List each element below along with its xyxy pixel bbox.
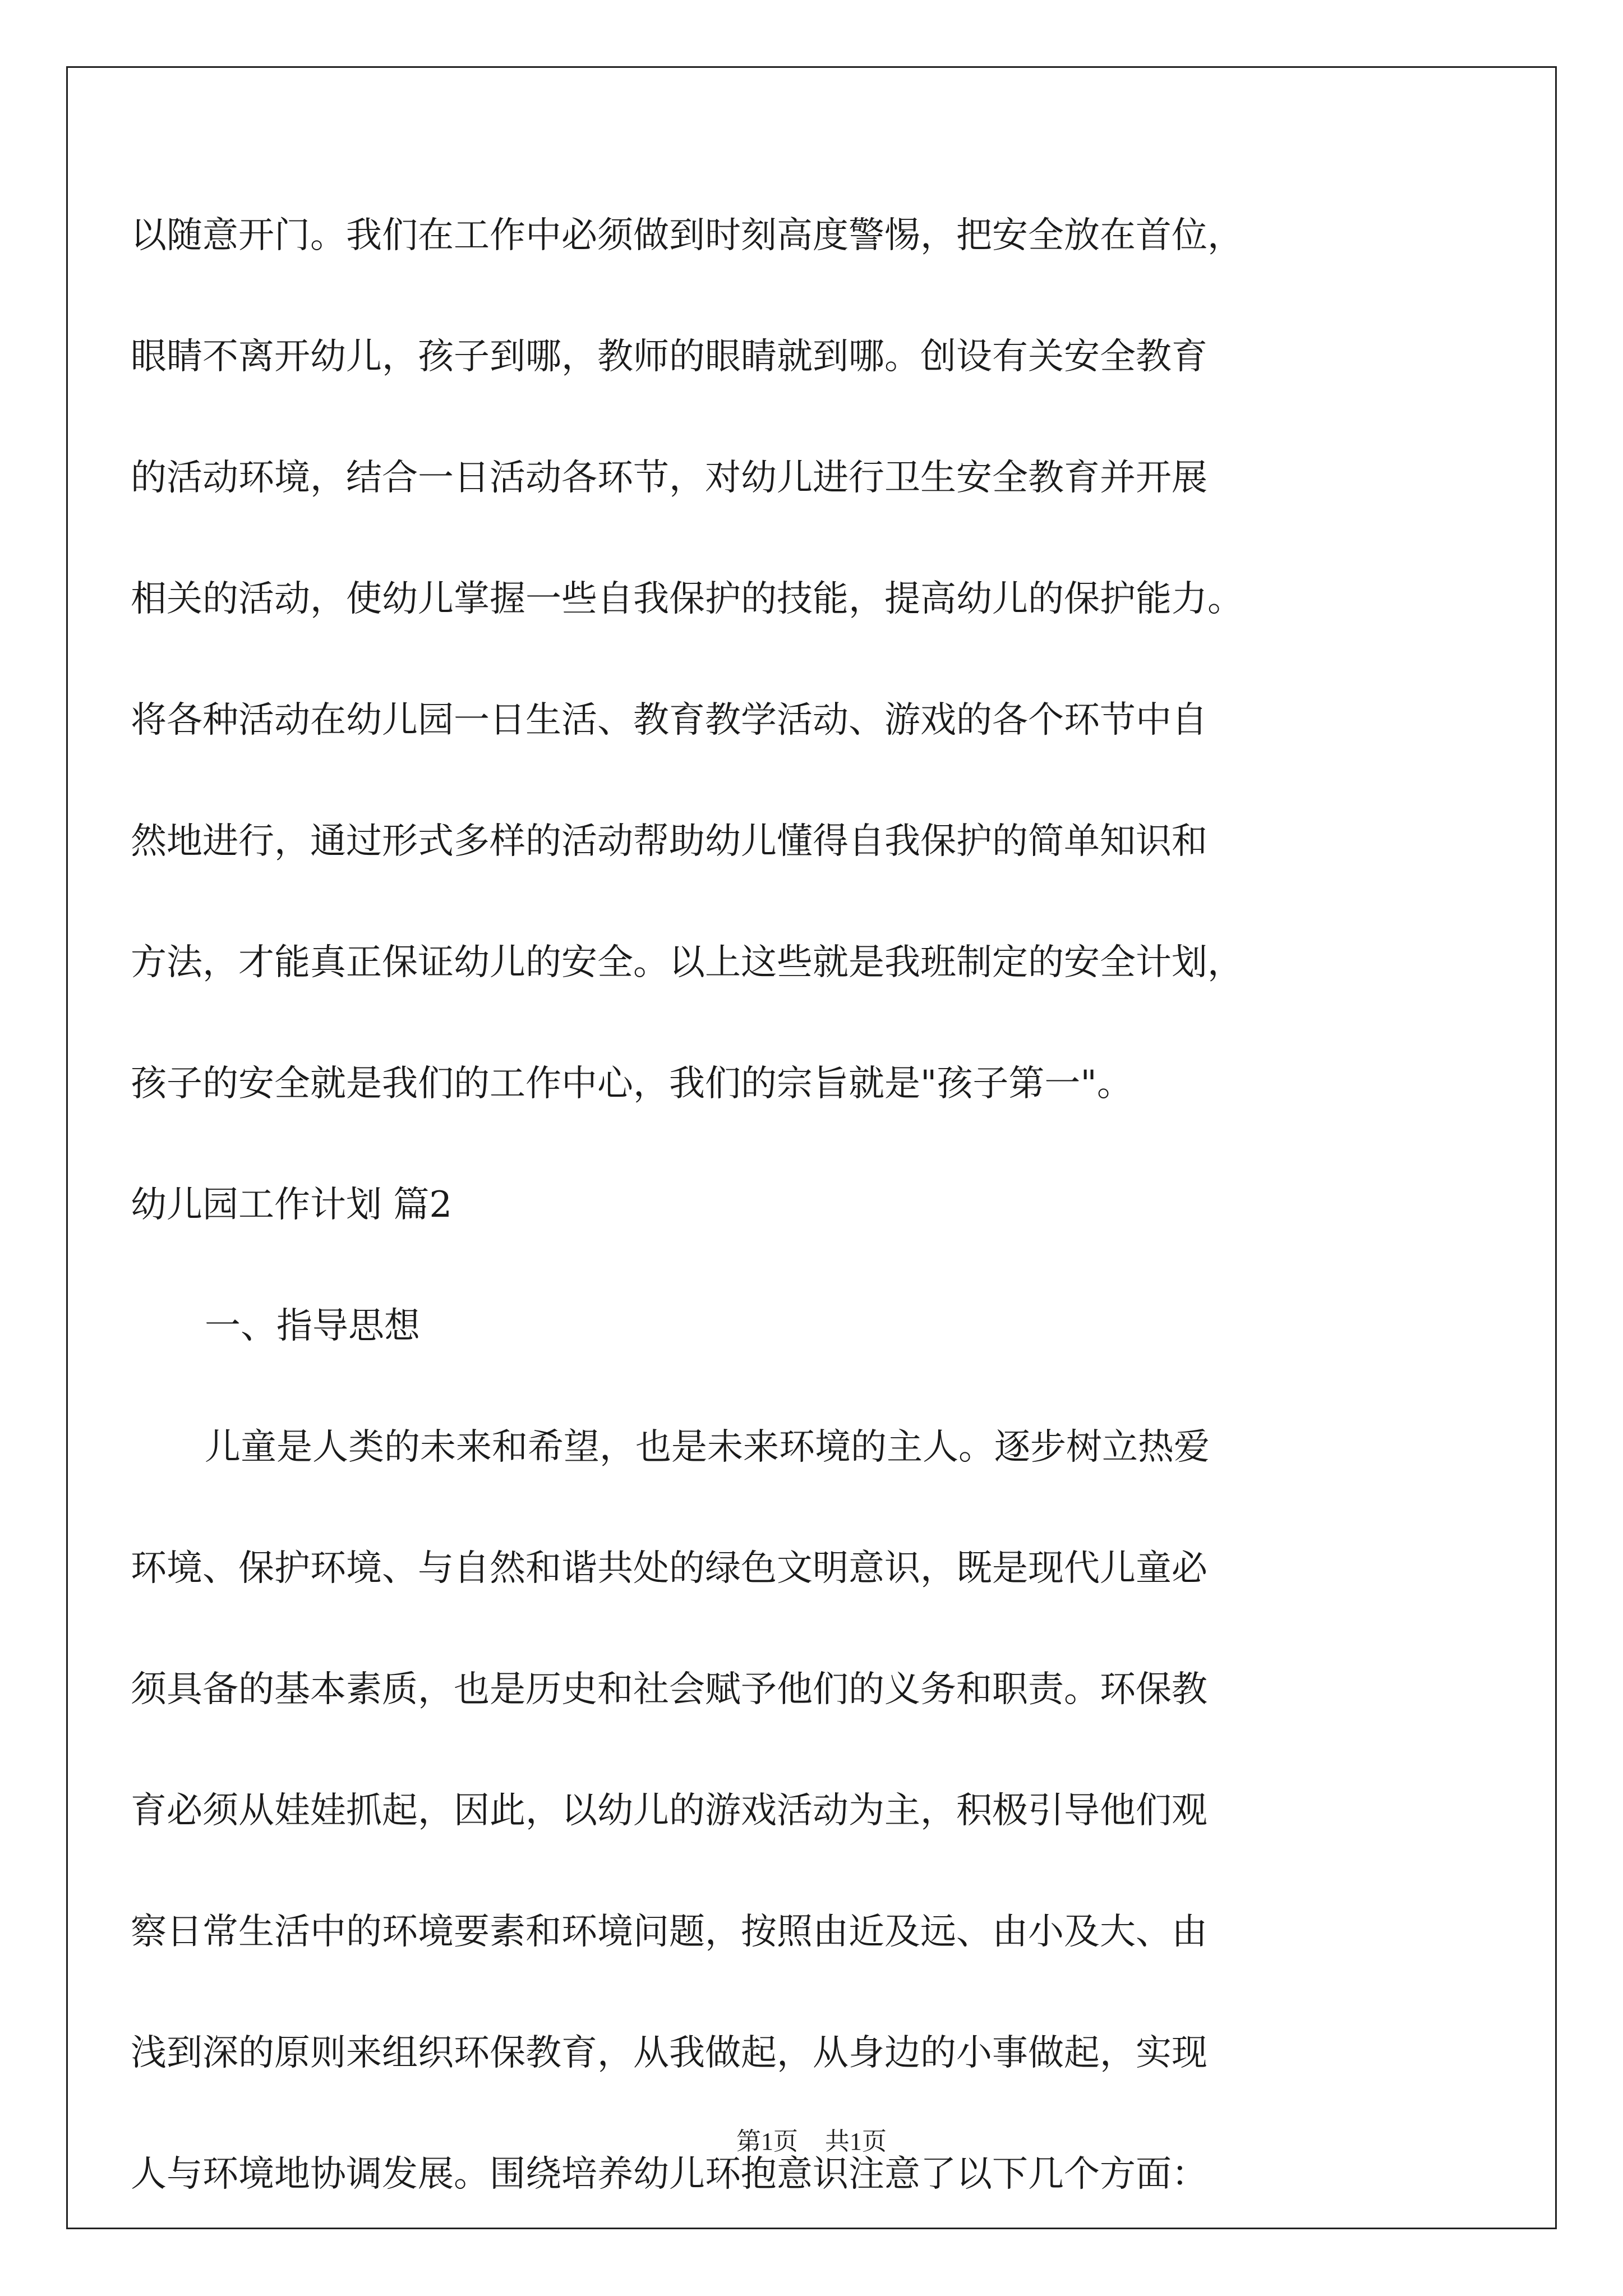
paragraph-line: 眼睛不离开幼儿，孩子到哪，教师的眼睛就到哪。创设有关安全教育 bbox=[131, 336, 1207, 378]
page-footer bbox=[0, 2126, 1623, 2157]
paragraph-line: 将各种活动在幼儿园一日生活、教育教学活动、游戏的各个环节中自 bbox=[131, 700, 1207, 741]
paragraph-line: 人与环境地协调发展。围绕培养幼儿环抱意识注意了以下几个方面： bbox=[131, 2154, 1207, 2195]
paragraph-line: 育必须从娃娃抓起，因此，以幼儿的游戏活动为主，积极引导他们观 bbox=[131, 1790, 1207, 1832]
paragraph-line: 以随意开门。我们在工作中必须做到时刻高度警惕，把安全放在首位， bbox=[131, 215, 1243, 256]
paragraph-line: 浅到深的原则来组织环保教育，从我做起，从身边的小事做起，实现 bbox=[131, 2032, 1207, 2074]
paragraph-line: 孩子的安全就是我们的工作中心，我们的宗旨就是"孩子第一"。 bbox=[131, 1063, 1133, 1105]
paragraph-line: 相关的活动，使幼儿掌握一些自我保护的技能，提高幼儿的保护能力。 bbox=[131, 578, 1243, 620]
paragraph-line: 环境、保护环境、与自然和谐共处的绿色文明意识，既是现代儿童必 bbox=[131, 1548, 1207, 1589]
section-heading: 幼儿园工作计划 篇2 bbox=[131, 1184, 453, 1226]
paragraph-line: 方法，才能真正保证幼儿的安全。以上这些就是我班制定的安全计划， bbox=[131, 942, 1243, 983]
page-total: 共1页 bbox=[825, 2128, 887, 2155]
paragraph-line: 须具备的基本素质，也是历史和社会赋予他们的义务和职责。环保教 bbox=[131, 1669, 1207, 1710]
paragraph-line: 的活动环境，结合一日活动各环节，对幼儿进行卫生安全教育并开展 bbox=[131, 457, 1207, 499]
paragraph-line: 察日常生活中的环境要素和环境问题，按照由近及远、由小及大、由 bbox=[131, 1911, 1207, 1953]
subsection-heading: 一、指导思想 bbox=[205, 1305, 420, 1347]
paragraph-line: 然地进行，通过形式多样的活动帮助幼儿懂得自我保护的简单知识和 bbox=[131, 821, 1207, 862]
page-number: 第1页 bbox=[736, 2128, 798, 2155]
page-frame bbox=[66, 66, 1557, 2229]
paragraph-line: 儿童是人类的未来和希望，也是未来环境的主人。逐步树立热爱 bbox=[205, 1427, 1210, 1468]
